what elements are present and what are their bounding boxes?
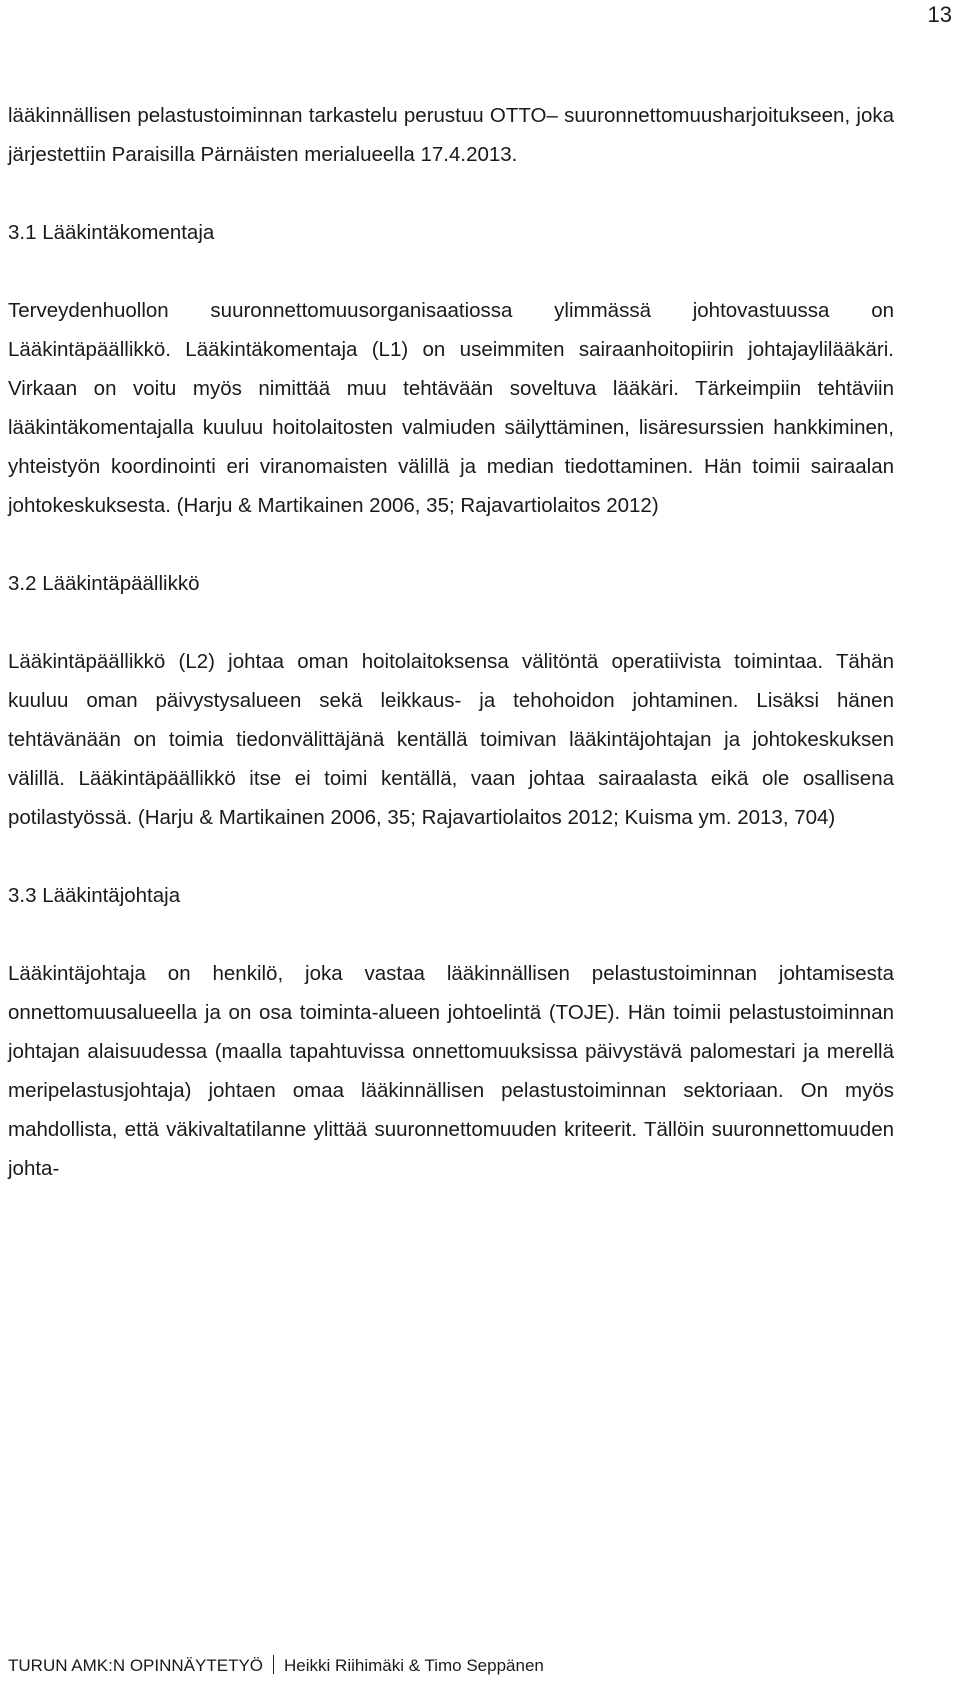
section-3-2-paragraph: Lääkintäpäällikkö (L2) johtaa oman hoitolaitoksensa välitöntä operatiivista toimintaa. Tähän kuuluu oman päivystysalueen sekä leikkaus- ja tehohoidon johtaminen. Lisäksi hänen tehtävänään on toimia tiedonvälittäjänä kentällä toimivan lääkintäjohtajan ja johtokeskuksen välillä. Lääkintäpäällikkö itse ei toimi kentällä, vaan johtaa sairaalasta eikä ole osallisena potilastyössä. (Harju & Martikainen 2006, 35; Rajavartiolaitos 2012; Kuisma ym. 2013, 704) xyxy=(8,650,894,829)
document-body xyxy=(8,96,894,1188)
intro-paragraph: lääkinnällisen pelastustoiminnan tarkastelu perustuu OTTO– suuronnettomuusharjoitukseen, joka järjestettiin Paraisilla Pärnäisten merialueella 17.4.2013. xyxy=(8,104,894,166)
footer-separator xyxy=(273,1655,274,1674)
section-3-3-paragraph: Lääkintäjohtaja on henkilö, joka vastaa lääkinnällisen pelastustoiminnan johtamisesta onnettomuusalueella ja on osa toiminta-alueen johtoelintä (TOJE). Hän toimii pelastustoiminnan johtajan alaisuudessa (maalla tapahtuvissa onnettomuuksissa päivystävä palomestari ja merellä meripelastusjohtaja) johtaen omaa lääkinnällisen pelastustoiminnan sektoriaan. On myös mahdollista, että väkivaltatilanne ylittää suuronnettomuuden kriteerit. Tällöin suuronnettomuuden johta- xyxy=(8,962,894,1180)
page-number: 13 xyxy=(927,2,952,27)
section-3-1-paragraph: Terveydenhuollon suuronnettomuusorganisaatiossa ylimmässä johtovastuussa on Lääkintäpäällikkö. Lääkintäkomentaja (L1) on useimmiten sairaanhoitopiirin johtajaylilääkäri. Virkaan on voitu myös nimittää muu tehtävään soveltuva lääkäri. Tärkeimpiin tehtäviin lääkintäkomentajalla kuuluu hoitolaitosten valmiuden säilyttäminen, lisäresurssien hankkiminen, yhteistyön koordinointi eri viranomaisten välillä ja median tiedottaminen. Hän toimii sairaalan johtokeskuksesta. (Harju & Martikainen 2006, 35; Rajavartiolaitos 2012) xyxy=(8,299,894,517)
footer-series: TURUN AMK:N OPINNÄYTETYÖ xyxy=(8,1656,264,1675)
section-heading-3-3: 3.3 Lääkintäjohtaja xyxy=(8,884,181,907)
section-heading-3-2: 3.2 Lääkintäpäällikkö xyxy=(8,572,200,595)
footer-authors: Heikki Riihimäki & Timo Seppänen xyxy=(284,1656,544,1675)
page-footer xyxy=(8,1655,544,1677)
section-heading-3-1: 3.1 Lääkintäkomentaja xyxy=(8,221,215,244)
